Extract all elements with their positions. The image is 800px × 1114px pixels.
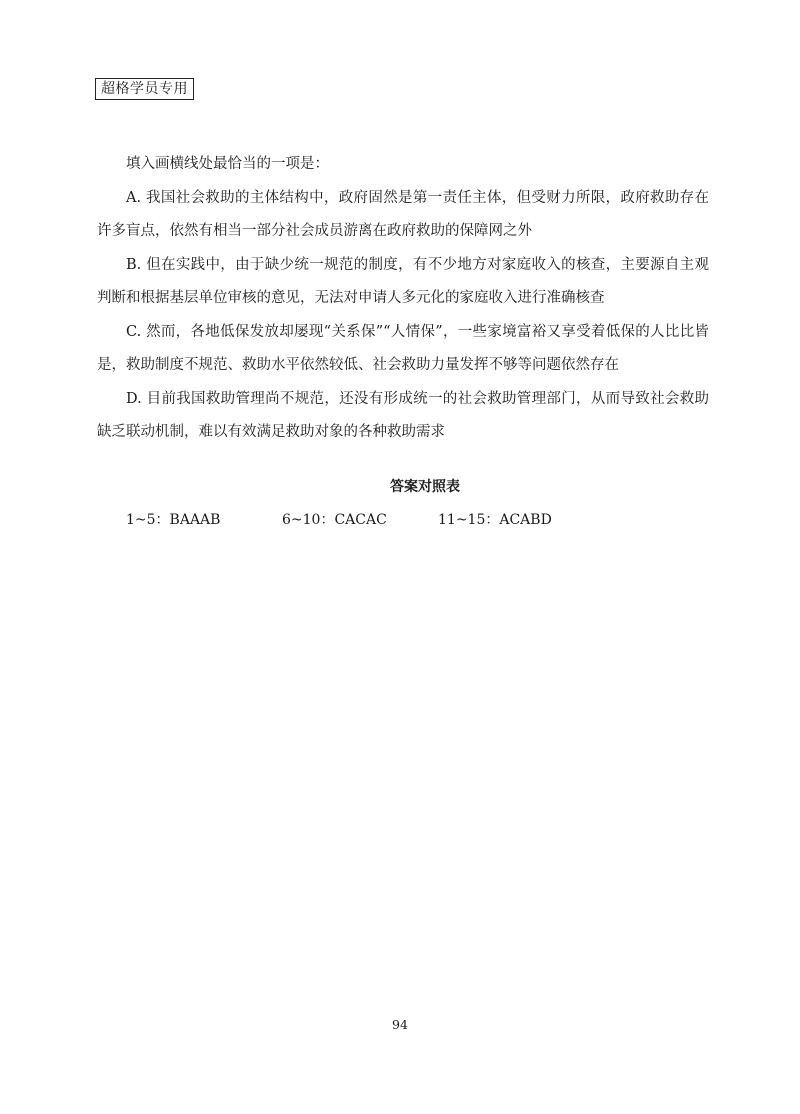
option-c: C. 然而，各地低保发放却屡现“关系保”“人情保”，一些家境富裕又享受着低保的人比比皆是，救助制度不规范、救助水平依然较低、社会救助力量发挥不够等问题依然存在: [97, 323, 709, 373]
answer-key-title: 答案对照表: [390, 479, 460, 495]
option-b: B. 但在实践中，由于缺少统一规范的制度，有不少地方对家庭收入的核查，主要源自主观判断和根据基层单位审核的意见，无法对申请人多元化的家庭收入进行准确核查: [97, 256, 709, 306]
answer-group-6-10: 6~10：CACAC: [282, 512, 387, 528]
answer-group-1-5: 1~5：BAAAB: [126, 512, 221, 528]
option-d: D. 目前我国救助管理尚不规范，还没有形成统一的社会救助管理部门，从而导致社会救助缺乏联动机制，难以有效满足救助对象的各种救助需求: [97, 390, 709, 440]
option-a: A. 我国社会救助的主体结构中，政府固然是第一责任主体，但受财力所限，政府救助存在许多盲点，依然有相当一部分社会成员游离在政府救助的保障网之外: [97, 189, 709, 239]
question-block: [97, 148, 709, 450]
page-number: 94: [392, 1017, 408, 1032]
exclusive-badge: 超格学员专用: [95, 78, 194, 100]
question-stem: 填入画横线处最恰当的一项是：: [126, 156, 329, 172]
answer-group-11-15: 11~15：ACABD: [438, 512, 552, 528]
